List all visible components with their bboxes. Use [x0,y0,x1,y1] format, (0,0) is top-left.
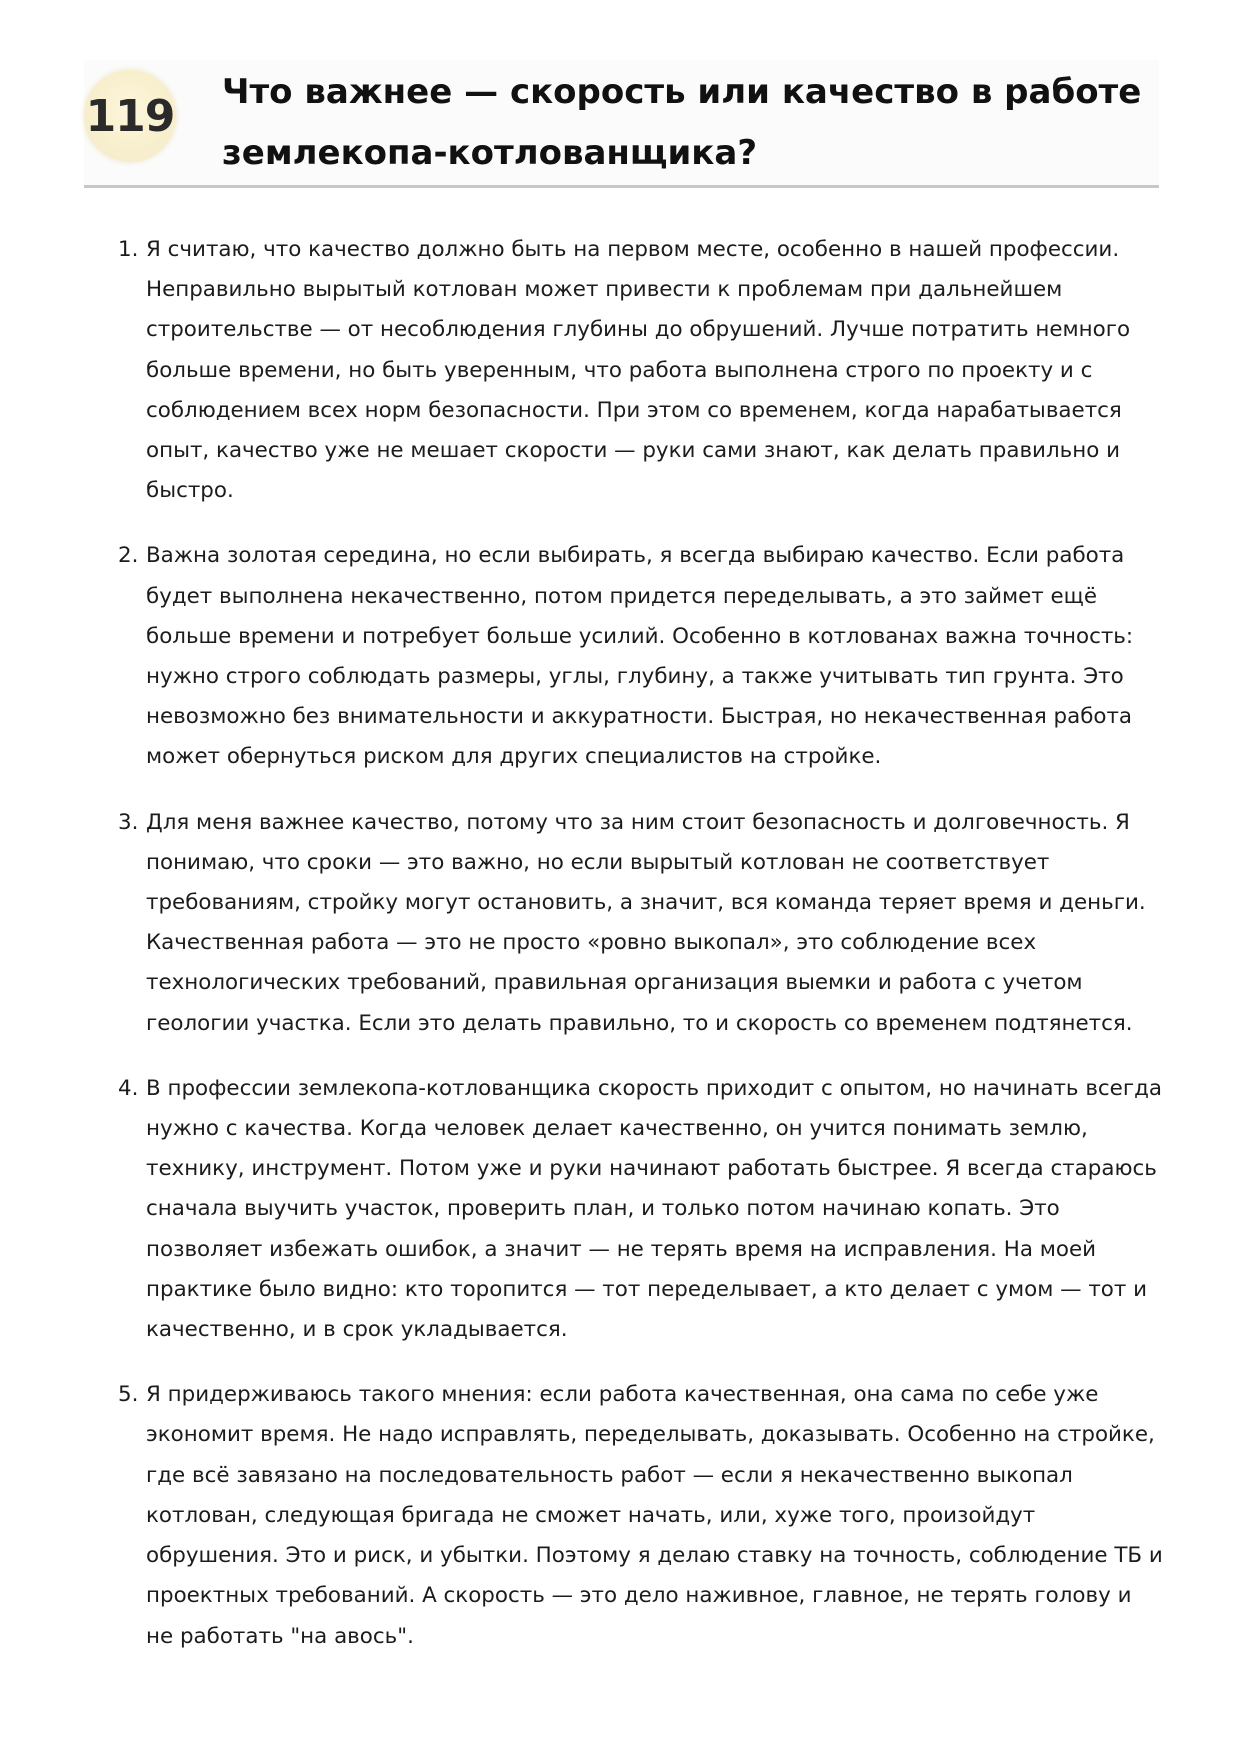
answer-item [104,1375,1164,1656]
answer-number: 1. [118,237,139,262]
answer-number: 5. [118,1382,139,1408]
question-title: Что важнее — скорость или качество в работе землекопа-котлованщика? [222,72,1142,173]
answer-text: Для меня важнее качество, потому что за ним стоит безопасность и долговечность. Я понимаю, что сроки — это важно, но если вырытый котлован не соответствует требованиям, стройку могут остановить, а значит, вся команда теряет время и деньги. Качественная работа — это не просто «ровно выкопал», это соблюдение всех технологических требований, правильная организация выемки и работа с учетом геологии участка. Если это делать правильно, то и скорость со временем подтянется. [146,809,1146,1036]
answer-text: Я считаю, что качество должно быть на первом месте, особенно в нашей профессии. Неправильно вырытый котлован может привести к проблемам при дальнейшем строительстве — от несоблюдения глубины до обрушений. Лучше потратить немного больше времени, но быть уверенным, что работа выполнена строго по проекту и с соблюдением всех норм безопасности. При этом со временем, когда нарабатывается опыт, качество уже не мешает скорости — руки сами знают, как делать правильно и быстро. [146,237,1131,504]
answers-list [104,230,1164,1682]
answer-number: 4. [118,1075,139,1101]
answer-number: 3. [118,809,139,835]
answer-item [104,230,1164,511]
answer-text: Важна золотая середина, но если выбирать, я всегда выбираю качество. Если работа будет выполнена некачественно, потом придется переделывать, а это займет ещё больше времени и потребует больше усилий. Особенно в котлованах важна точность: нужно строго соблюдать размеры, углы, глубину, а также учитывать тип грунта. Это невозможно без внимательности и аккуратности. Быстрая, но некачественная работа может обернуться риском для других специалистов на стройке. [146,543,1134,770]
answer-number: 2. [118,543,139,569]
answer-item [104,536,1164,777]
answer-item [104,1069,1164,1350]
question-number-badge: 119 [84,70,176,162]
answer-item [104,803,1164,1044]
answer-text: В профессии землекопа-котлованщика скорость приходит с опытом, но начинать всегда нужно с качества. Когда человек делает качественно, он учится понимать землю, технику, инструмент. Потом уже и руки начинают работать быстрее. Я всегда стараюсь сначала выучить участок, проверить план, и только потом начинаю копать. Это позволяет избежать ошибок, а значит — не терять время на исправления. На моей практике было видно: кто торопится — тот переделывает, а кто делает с умом — тот и качественно, и в срок укладывается. [146,1075,1162,1343]
question-header [84,60,1159,188]
answer-text: Я придерживаюсь такого мнения: если работа качественная, она сама по себе уже экономит время. Не надо исправлять, переделывать, доказывать. Особенно на стройке, где всё завязано на последовательность работ — если я некачественно выкопал котлован, следующая бригада не сможет начать, или, хуже того, произойдут обрушения. Это и риск, и убытки. Поэтому я делаю ставку на точность, соблюдение ТБ и проектных требований. А скорость — это дело наживное, главное, не терять голову и не работать "на авось". [146,1382,1163,1649]
